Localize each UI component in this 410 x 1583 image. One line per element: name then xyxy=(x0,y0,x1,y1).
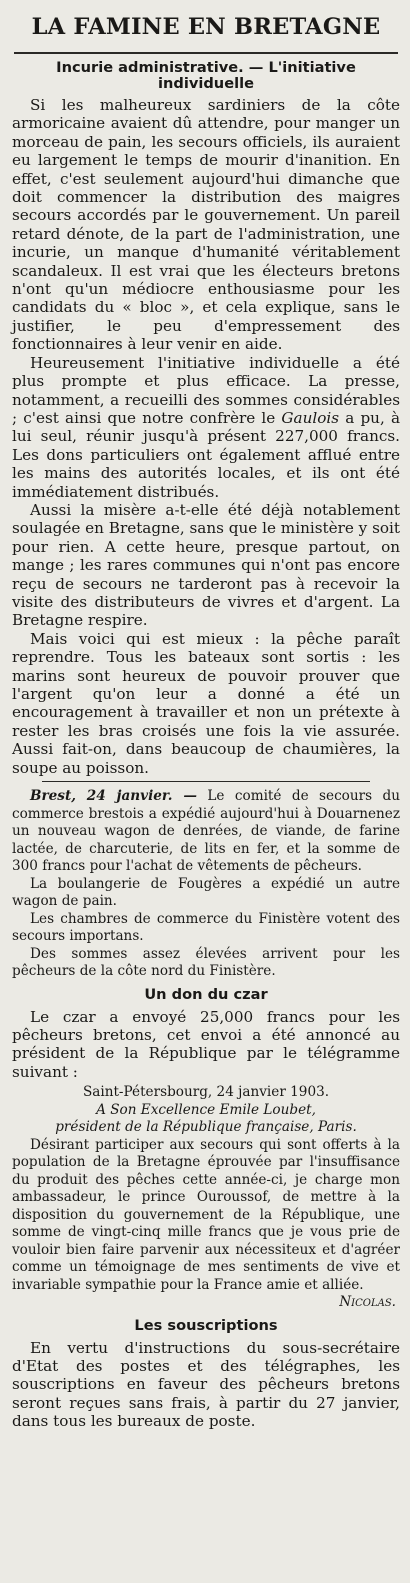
telegram-addressee: A Son Excellence Emile Loubet, xyxy=(96,1101,316,1118)
telegram-text: Désirant participer aux secours qui sont offerts à la population de la Bretagne éprouvée par l'insuffisance du produit des pêches cette année-ci, je charge mon ambassadeur, le prince Ouroussof, de mettre à la disposition du gouvernement de la République, une somme de vingt-cinq mille francs que je vous prie de vouloir bien faire parvenir aux nécessiteux et d'agréer comme un témoignage de mes sentiments de vive et invariable sympathie pour la France amie et alliée. xyxy=(12,1136,400,1293)
masthead-rule xyxy=(14,52,398,54)
article-paragraph: Si les malheureux sardiniers de la côte armoricaine avaient dû attendre, pour manger un morceau de pain, les secours officiels, ils auraient eu largement le temps de mourir d'inanition. En effet, c'est seulement aujourd'hui dimanche que doit commencer la distribution des maigres secours accordés par le gouvernement. Un pareil retard dénote, de la part de l'administration, une incurie, un manque d'humanité véritablement scandaleux. Il est vrai que les électeurs bretons n'ont qu'un médiocre enthousiasme pour les candidats du « bloc », et cela explique, sans le justifier, le peu d'empressement des fonctionnaires à leur venir en aide. xyxy=(12,96,400,354)
subscriptions-heading: Les souscriptions xyxy=(134,1316,278,1334)
gaulois-name: Gaulois xyxy=(281,408,340,427)
czar-heading: Un don du czar xyxy=(144,985,268,1003)
dispatch-paragraph xyxy=(12,788,400,876)
article-paragraph: Mais voici qui est mieux : la pêche paraît reprendre. Tous les bateaux sont sortis : les marins sont heureux de pouvoir prouver que l'argent qu'on leur a donné a été un encouragement à travailler et non un prétexte à rester les bras croisés une fois la vie assurée. Aussi fait-on, dans beaucoup de chaumières, la soupe au poisson. xyxy=(12,629,400,777)
section-rule xyxy=(42,781,370,782)
dispatch-paragraph: Les chambres de commerce du Finistère votent des secours importans. xyxy=(12,910,400,945)
article-headline: Incurie administrative. — L'initiative individuelle xyxy=(56,59,356,92)
subscriptions-text: En vertu d'instructions du sous-secrétaire d'Etat des postes et des télégraphes, les souscriptions en faveur des pêcheurs bretons seront reçues sans frais, à partir du 27 janvier, dans tous les bureaux de poste. xyxy=(12,1338,400,1431)
article-paragraph-text: a pu, à lui seul, réunir jusqu'à présent 227,000 francs. Les dons particuliers ont également afflué entre les mains des autorités locales, et ils ont été immédiatement distribués. xyxy=(12,408,401,501)
dispatch-paragraph: La boulangerie de Fougères a expédié un autre wagon de pain. xyxy=(12,875,400,910)
telegram-addressee-title: président de la République française, Paris. xyxy=(55,1119,357,1136)
article-paragraph-gaulois xyxy=(12,354,400,501)
telegram-place-date: Saint-Pétersbourg, 24 janvier 1903. xyxy=(82,1084,330,1101)
czar-intro: Le czar a envoyé 25,000 francs pour les pêcheurs bretons, cet envoi a été annoncé au président de la République par le télégramme suivant : xyxy=(12,1007,400,1081)
dispatch-text: Le comité de secours du commerce brestois a expédié aujourd'hui à Douarnenez un nouveau wagon de denrées, de viande, de farine lactée, de charcuterie, de lits en fer, et la somme de 300 francs pour l'achat de vêtements de pêcheurs. xyxy=(12,788,400,875)
dispatch-dateline: Brest, 24 janvier. — xyxy=(30,788,197,805)
masthead-title: LA FAMINE EN BRETAGNE xyxy=(31,14,381,40)
article-paragraph: Aussi la misère a-t-elle été déjà notablement soulagée en Bretagne, sans que le ministère y soit pour rien. A cette heure, presque partout, on mange ; les rares communes qui n'ont pas encore reçu de secours ne tarderont pas à recevoir la visite des distributeurs de vivres et d'argent. La Bretagne respire. xyxy=(12,500,400,630)
telegram-signature: Nicolas. xyxy=(339,1294,396,1311)
article-paragraph-text: Heureusement l'initiative individuelle a été plus prompte et plus efficace. La presse, notamment, a recueilli des sommes considérables ; c'est ainsi que notre confrère le xyxy=(12,353,400,427)
dispatch-paragraph: Des sommes assez élevées arrivent pour les pêcheurs de la côte nord du Finistère. xyxy=(12,945,400,980)
